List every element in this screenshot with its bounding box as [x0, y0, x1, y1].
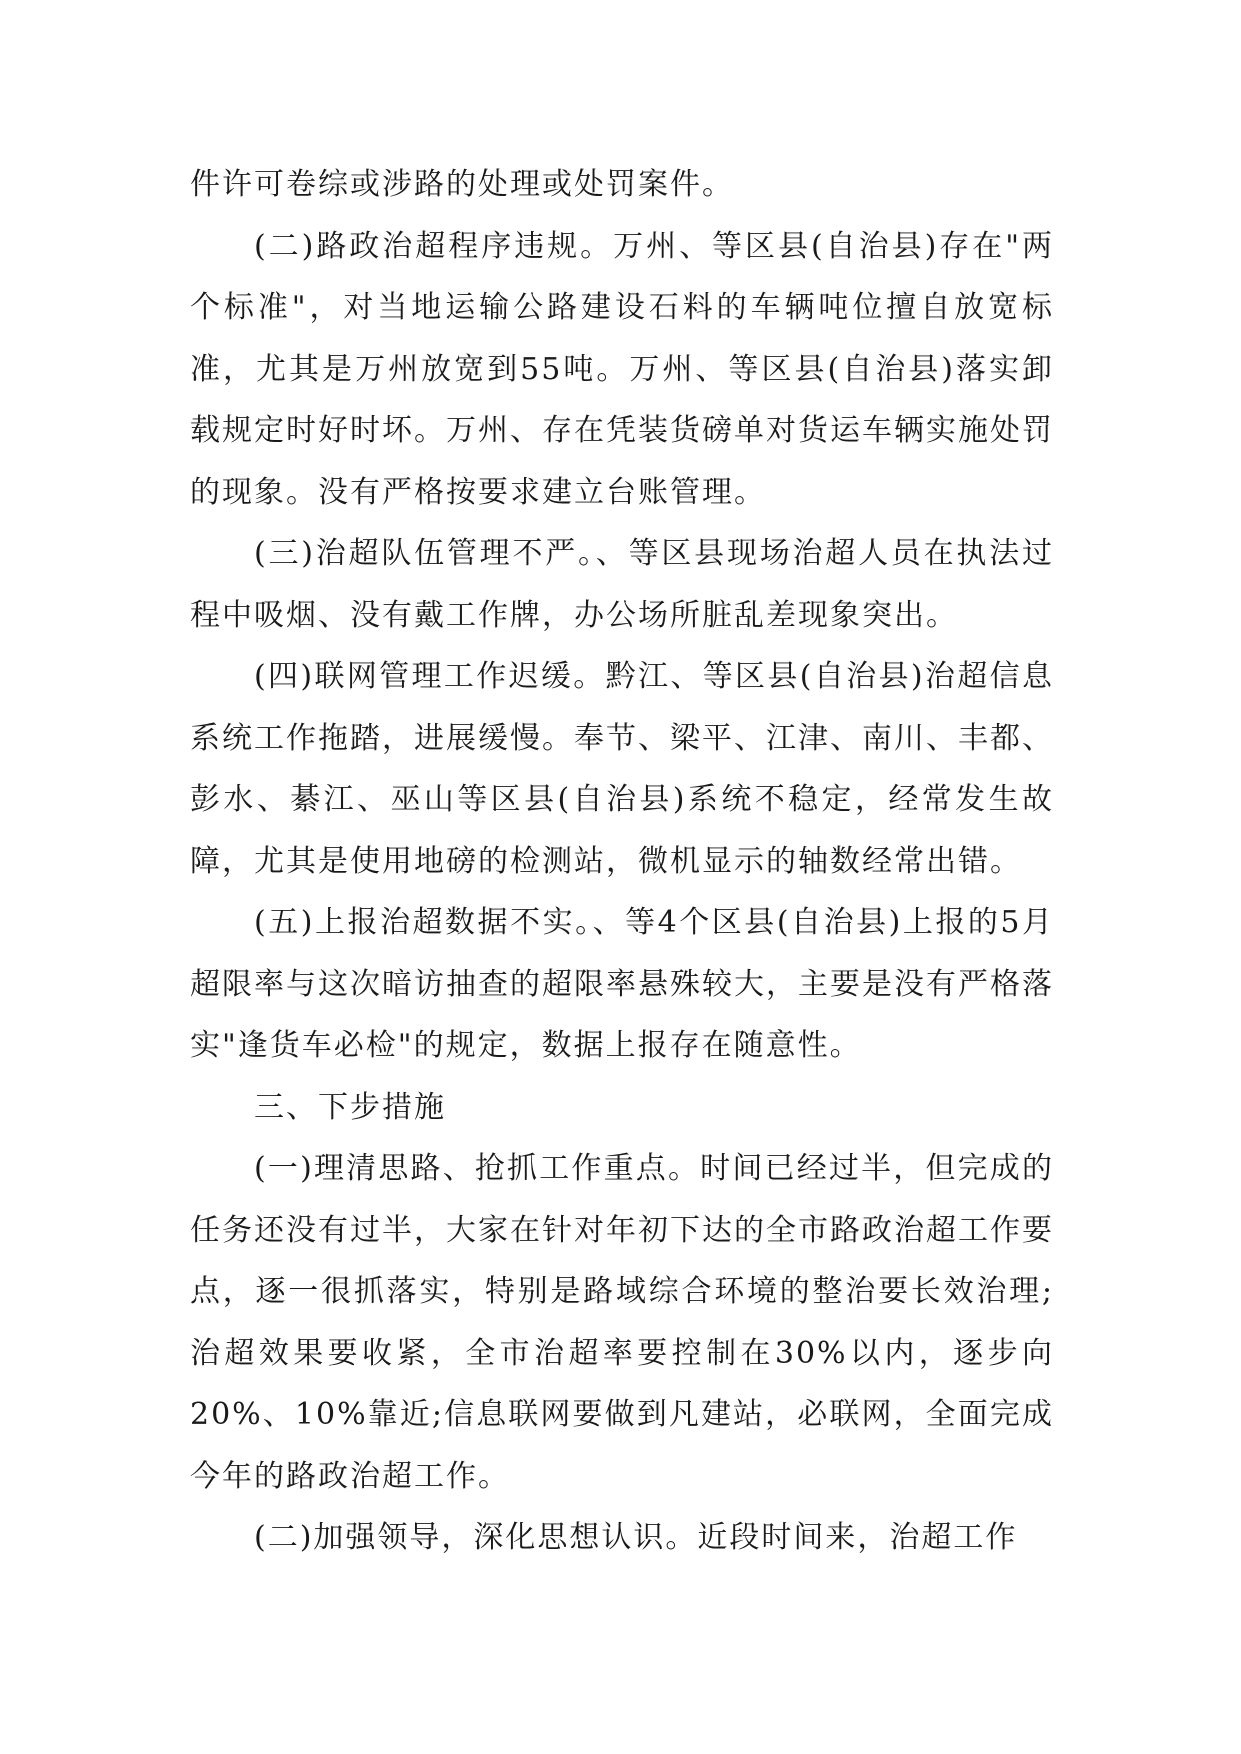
section-heading-next-steps: 三、下步措施 — [254, 1089, 446, 1125]
paragraph-1: 件许可卷综或涉路的处理或处罚案件。 — [190, 167, 734, 202]
paragraph-2: (二)路政治超程序违规。万州、等区县(自治县)存在"两个标准"，对当地运输公路建设石料的车辆吨位擅自放宽标准，尤其是万州放宽到55吨。万州、等区县(自治县)落实卸载规定时好时坏。万州、存在凭装货磅单对货运车辆实施处罚的现象。没有严格按要求建立台账管理。 — [190, 228, 1054, 510]
paragraph-3: (三)治超队伍管理不严。、等区县现场治超人员在执法过程中吸烟、没有戴工作牌，办公场所脏乱差现象突出。 — [190, 536, 1054, 633]
document-body — [190, 154, 1054, 1569]
paragraph-5: (五)上报治超数据不实。、等4个区县(自治县)上报的5月超限率与这次暗访抽查的超限率悬殊较大，主要是没有严格落实"逢货车必检"的规定，数据上报存在随意性。 — [190, 905, 1054, 1063]
paragraph-7: (一)理清思路、抢抓工作重点。时间已经过半，但完成的任务还没有过半，大家在针对年初下达的全市路政治超工作要点，逐一很抓落实，特别是路域综合环境的整治要长效治理;治超效果要收紧，全市治超率要控制在30%以内，逐步向20%、10%靠近;信息联网要做到凡建站，必联网，全面完成今年的路政治超工作。 — [190, 1151, 1054, 1494]
paragraph-8: (二)加强领导，深化思想认识。近段时间来，治超工作 — [254, 1520, 1018, 1555]
paragraph-4: (四)联网管理工作迟缓。黔江、等区县(自治县)治超信息系统工作拖踏，进展缓慢。奉节、梁平、江津、南川、丰都、彭水、綦江、巫山等区县(自治县)系统不稳定，经常发生故障，尤其是使用地磅的检测站，微机显示的轴数经常出错。 — [190, 659, 1054, 879]
